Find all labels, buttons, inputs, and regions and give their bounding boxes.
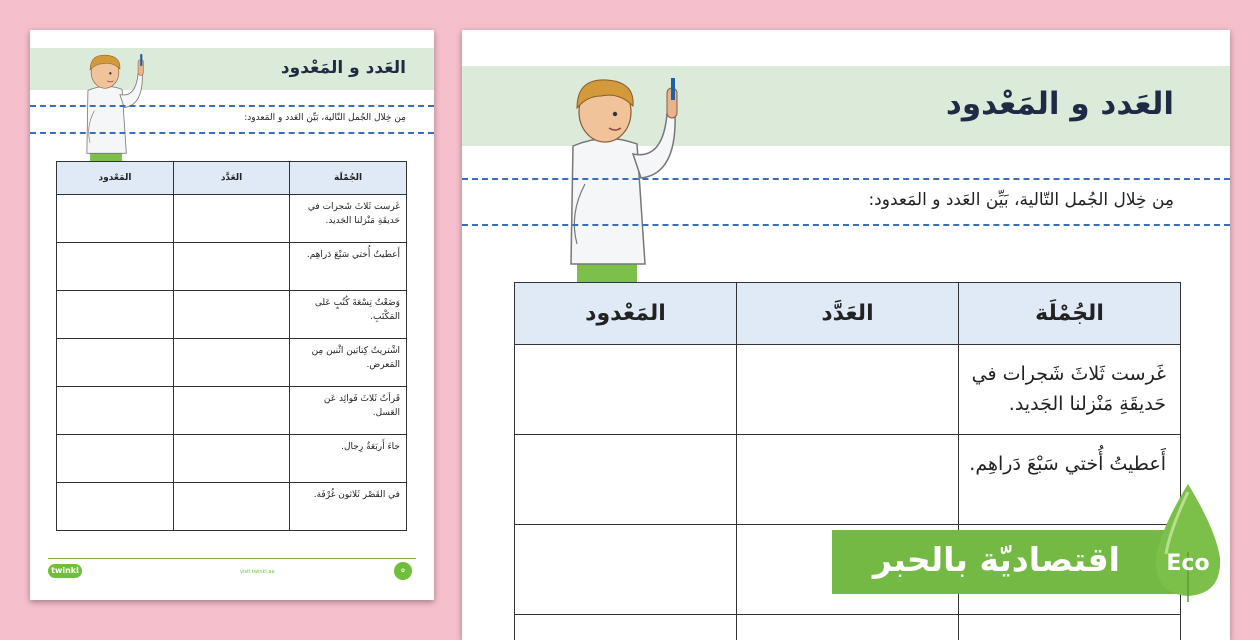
- number-answer-cell[interactable]: [174, 291, 290, 339]
- eco-small-logo-icon: ✿: [394, 562, 412, 580]
- sentence-cell: غَرست ثَلاثَ شَجرات في حَديقَةِ مَنْزلنا الجَديد.: [290, 195, 407, 243]
- sentence-cell: أَعطيتُ أُختي سَبْعَ دَراهِم.: [959, 435, 1181, 525]
- number-answer-cell[interactable]: [737, 345, 959, 435]
- eco-badge-text: Eco: [1166, 551, 1209, 576]
- worksheet-title: العَدد و المَعْدود: [946, 86, 1174, 122]
- sentence-cell: وَضَعْتُ تِسْعَةَ كُتُبٍ عَلى المَكْتَبِ.: [290, 291, 407, 339]
- table-row: [515, 345, 1181, 435]
- divider-bottom: [30, 132, 434, 134]
- table-row: [57, 339, 407, 387]
- column-header-counted: المَعْدود: [515, 283, 737, 345]
- column-header-number: العَدَّد: [737, 283, 959, 345]
- table-row: [57, 483, 407, 531]
- table-row: [515, 435, 1181, 525]
- table-row: [57, 195, 407, 243]
- boy-writing-illustration: [68, 52, 158, 164]
- divider-top: [462, 178, 1230, 180]
- counted-answer-cell[interactable]: [57, 483, 174, 531]
- footer-divider: [48, 558, 416, 559]
- sentence-cell-cropped: [959, 615, 1181, 640]
- sentence-cell: غَرست ثَلاثَ شَجرات في حَديقَةِ مَنْزلنا الجَديد.: [959, 345, 1181, 435]
- instruction-text: مِن خِلال الجُمل التّالية، بَيِّن العَدد و المَعدود:: [244, 113, 406, 123]
- worksheet-preview-page[interactable]: [30, 30, 434, 600]
- table-header-row: [515, 283, 1181, 345]
- counted-answer-cell[interactable]: [57, 339, 174, 387]
- number-answer-cell[interactable]: [174, 435, 290, 483]
- column-header-counted: المَعْدود: [57, 162, 174, 195]
- divider-top: [30, 105, 434, 107]
- eco-ink-banner: [832, 530, 1182, 594]
- counted-answer-cell[interactable]: [57, 387, 174, 435]
- table-row: [57, 387, 407, 435]
- sentence-cell: أَعطيتُ أُختي سَبْعَ دَراهِم.: [290, 243, 407, 291]
- counted-answer-cell[interactable]: [57, 435, 174, 483]
- worksheet-table: [56, 161, 407, 531]
- sentence-cell: قَرأتُ ثَلاثَ فَوائِد عَن العَسل.: [290, 387, 407, 435]
- number-answer-cell[interactable]: [174, 483, 290, 531]
- sentence-cell: اشْتريتُ كِتابَين اثْنين مِن المَعرض.: [290, 339, 407, 387]
- table-row: [57, 291, 407, 339]
- sentence-cell: في القَصْر ثَلاثون غُرْفَة.: [290, 483, 407, 531]
- column-header-sentence: الجُمْلَة: [290, 162, 407, 195]
- column-header-number: العَدَّد: [174, 162, 290, 195]
- number-answer-cell[interactable]: [174, 387, 290, 435]
- counted-answer-cell[interactable]: [57, 243, 174, 291]
- number-answer-cell[interactable]: [174, 195, 290, 243]
- number-answer-cell[interactable]: [174, 243, 290, 291]
- counted-answer-cell[interactable]: [57, 291, 174, 339]
- divider-bottom: [462, 224, 1230, 226]
- footer-url: visit twinkl.ae: [240, 569, 275, 575]
- counted-answer-cell[interactable]: [515, 345, 737, 435]
- number-answer-cell[interactable]: [737, 435, 959, 525]
- column-header-sentence: الجُمْلَة: [959, 283, 1181, 345]
- number-answer-cell[interactable]: [174, 339, 290, 387]
- number-answer-cell[interactable]: [737, 615, 959, 640]
- table-row: [57, 435, 407, 483]
- table-row: [515, 615, 1181, 640]
- worksheet-title: العَدد و المَعْدود: [281, 58, 406, 78]
- counted-answer-cell[interactable]: [515, 435, 737, 525]
- table-header-row: [57, 162, 407, 195]
- counted-answer-cell[interactable]: [515, 615, 737, 640]
- counted-answer-cell[interactable]: [515, 525, 737, 615]
- eco-drop-icon: [1148, 482, 1228, 602]
- sentence-cell: جاءَ أَربَعَةُ رِجال.: [290, 435, 407, 483]
- counted-answer-cell[interactable]: [57, 195, 174, 243]
- eco-banner-label: اقتصاديّة بالحبر: [873, 540, 1120, 579]
- instruction-text: مِن خِلال الجُمل التّالية، بَيِّن العَدد و المَعدود:: [868, 190, 1174, 210]
- table-row: [57, 243, 407, 291]
- twinkl-logo: twinkl: [48, 564, 82, 578]
